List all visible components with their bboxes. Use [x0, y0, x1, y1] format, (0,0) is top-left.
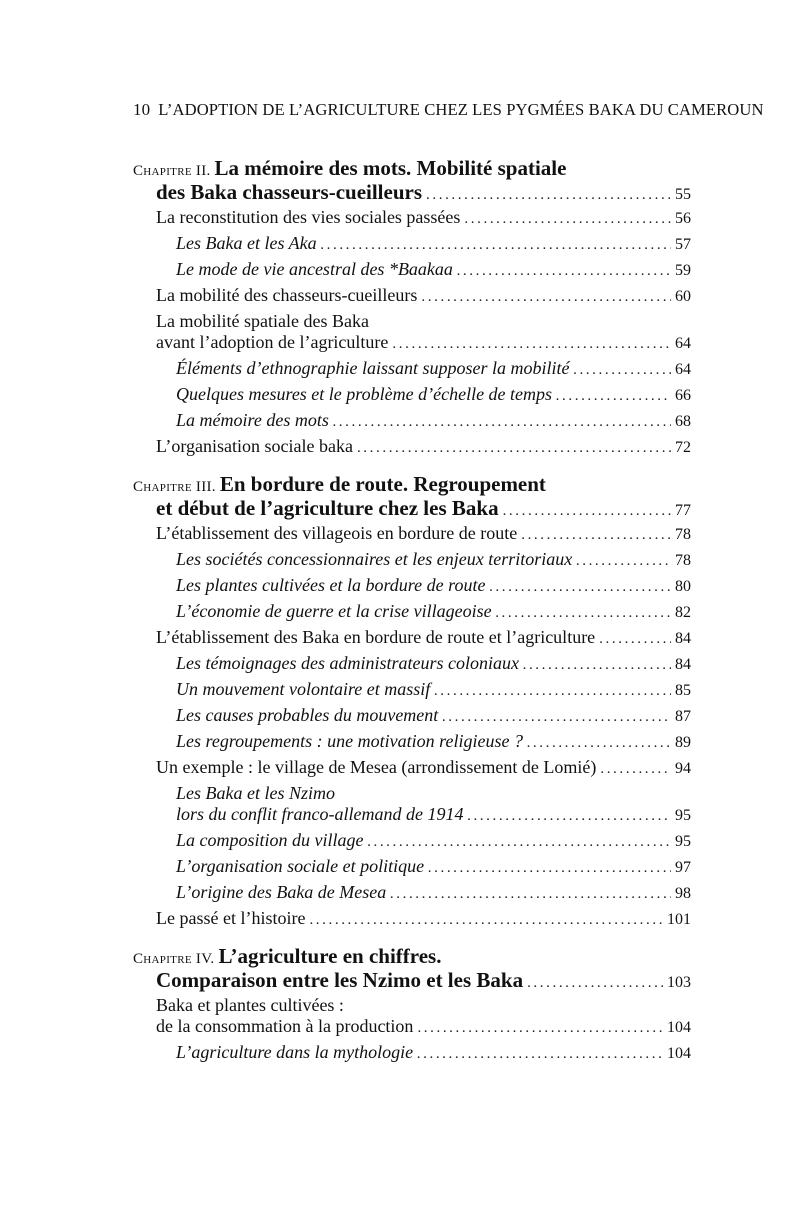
chapter-label: Chapitre II.: [133, 163, 211, 179]
entry-title: L’agriculture dans la mythologie: [176, 1042, 414, 1062]
toc-subentry[interactable]: [176, 1042, 691, 1063]
page-ref: 78: [675, 526, 691, 543]
page-ref: 56: [675, 210, 691, 227]
entry-title-line2: de la consommation à la production: [156, 1016, 414, 1036]
chapter-4-heading-line2[interactable]: [156, 968, 691, 993]
chapter-title: et début de l’agriculture chez les Baka: [156, 496, 499, 520]
page-ref: 59: [675, 262, 691, 279]
running-header: [133, 100, 764, 120]
leader-dots: [576, 553, 671, 570]
entry-title: L’économie de guerre et la crise villageoise: [176, 601, 492, 621]
toc-subentry[interactable]: [176, 679, 691, 700]
toc-subentry[interactable]: [176, 384, 691, 405]
leader-dots: [392, 336, 671, 353]
toc-subentry-line1[interactable]: [176, 783, 691, 804]
page-ref: 103: [667, 974, 691, 991]
toc-subentry[interactable]: [176, 549, 691, 570]
toc-entry[interactable]: [156, 332, 691, 353]
leader-dots: [426, 187, 671, 204]
leader-dots: [390, 886, 671, 903]
entry-title: Les plantes cultivées et la bordure de route: [176, 575, 486, 595]
page-ref: 57: [675, 236, 691, 253]
page-ref: 84: [675, 630, 691, 647]
page-ref: 101: [667, 911, 691, 928]
leader-dots: [421, 289, 671, 306]
chapter-label: Chapitre III.: [133, 479, 216, 495]
page-ref: 84: [675, 656, 691, 673]
entry-title: La composition du village: [176, 830, 364, 850]
entry-title: L’origine des Baka de Mesea: [176, 882, 387, 902]
chapter-4-heading[interactable]: [133, 944, 441, 969]
page-ref: 78: [675, 552, 691, 569]
page-ref: 89: [675, 734, 691, 751]
page-ref: 85: [675, 682, 691, 699]
leader-dots: [333, 414, 671, 431]
leader-dots: [467, 808, 671, 825]
leader-dots: [321, 237, 671, 254]
leader-dots: [457, 263, 671, 280]
entry-title-line2: lors du conflit franco-allemand de 1914: [176, 804, 464, 824]
toc-entry[interactable]: [156, 908, 691, 929]
entry-title: Les témoignages des administrateurs coloniaux: [176, 653, 519, 673]
page-ref: 64: [675, 361, 691, 378]
toc-subentry[interactable]: [176, 705, 691, 726]
entry-title: L’organisation sociale baka: [156, 436, 353, 456]
page-ref: 94: [675, 760, 691, 777]
toc-entry[interactable]: [156, 523, 691, 544]
toc-subentry[interactable]: [176, 882, 691, 903]
entry-title: Un exemple : le village de Mesea (arrondissement de Lomié): [156, 757, 597, 777]
chapter-2-heading-line2[interactable]: [156, 180, 691, 205]
entry-title: Les regroupements : une motivation religieuse ?: [176, 731, 523, 751]
chapter-title: La mémoire des mots. Mobilité spatiale: [214, 156, 567, 180]
page-ref: 60: [675, 288, 691, 305]
entry-title: La reconstitution des vies sociales passées: [156, 207, 461, 227]
page-ref: 82: [675, 604, 691, 621]
chapter-title: L’agriculture en chiffres.: [218, 944, 442, 968]
toc-subentry[interactable]: [176, 601, 691, 622]
toc-entry[interactable]: [156, 285, 691, 306]
leader-dots: [428, 860, 671, 877]
chapter-title: Comparaison entre les Nzimo et les Baka: [156, 968, 524, 992]
leader-dots: [521, 527, 671, 544]
toc-subentry[interactable]: [176, 259, 691, 280]
leader-dots: [523, 657, 671, 674]
leader-dots: [599, 631, 671, 648]
running-title: L’ADOPTION DE L’AGRICULTURE CHEZ LES PYGMÉES BAKA DU CAMEROUN: [158, 100, 764, 119]
leader-dots: [527, 975, 663, 992]
toc-subentry[interactable]: [176, 233, 691, 254]
page-ref: 68: [675, 413, 691, 430]
entry-title: La mobilité des chasseurs-cueilleurs: [156, 285, 418, 305]
leader-dots: [496, 605, 671, 622]
chapter-2-heading[interactable]: [133, 156, 566, 181]
page-ref: 64: [675, 335, 691, 352]
leader-dots: [464, 211, 671, 228]
toc-entry[interactable]: [156, 436, 691, 457]
toc-entry[interactable]: [156, 1016, 691, 1037]
toc-subentry[interactable]: [176, 856, 691, 877]
entry-title: Le mode de vie ancestral des *Baakaa: [176, 259, 453, 279]
toc-entry-line1[interactable]: [156, 311, 691, 332]
toc-subentry[interactable]: [176, 804, 691, 825]
chapter-title: En bordure de route. Regroupement: [219, 472, 546, 496]
leader-dots: [573, 362, 671, 379]
leader-dots: [368, 834, 672, 851]
leader-dots: [309, 912, 663, 929]
chapter-label: Chapitre IV.: [133, 951, 215, 967]
page-ref: 104: [667, 1045, 691, 1062]
chapter-3-heading-line2[interactable]: [156, 496, 691, 521]
leader-dots: [489, 579, 671, 596]
entry-title: Les causes probables du mouvement: [176, 705, 439, 725]
toc-subentry[interactable]: [176, 830, 691, 851]
leader-dots: [417, 1046, 663, 1063]
page-ref: 87: [675, 708, 691, 725]
leader-dots: [600, 761, 671, 778]
leader-dots: [417, 1020, 663, 1037]
entry-title: La mémoire des mots: [176, 410, 329, 430]
page-ref: 98: [675, 885, 691, 902]
leader-dots: [357, 440, 671, 457]
toc-subentry[interactable]: [176, 731, 691, 752]
toc-entry[interactable]: [156, 207, 691, 228]
leader-dots: [503, 503, 671, 520]
page-ref: 66: [675, 387, 691, 404]
page-ref: 95: [675, 833, 691, 850]
page-ref: 72: [675, 439, 691, 456]
page-number: 10: [133, 100, 151, 119]
page-ref: 80: [675, 578, 691, 595]
entry-title: Quelques mesures et le problème d’échelle de temps: [176, 384, 553, 404]
toc-subentry[interactable]: [176, 358, 691, 379]
leader-dots: [556, 388, 671, 405]
leader-dots: [442, 709, 671, 726]
toc-subentry[interactable]: [176, 575, 691, 596]
toc-subentry[interactable]: [176, 653, 691, 674]
entry-title: Baka et plantes cultivées :: [156, 995, 344, 1015]
leader-dots: [434, 683, 671, 700]
page-ref: 77: [675, 502, 691, 519]
toc-entry-line1[interactable]: [156, 995, 691, 1016]
entry-title: Un mouvement volontaire et massif: [176, 679, 431, 699]
toc-entry[interactable]: [156, 757, 691, 778]
page-ref: 97: [675, 859, 691, 876]
entry-title: Le passé et l’histoire: [156, 908, 306, 928]
entry-title: Les Baka et les Nzimo: [176, 783, 335, 803]
toc-subentry[interactable]: [176, 410, 691, 431]
toc-entry[interactable]: [156, 627, 691, 648]
chapter-title: des Baka chasseurs-cueilleurs: [156, 180, 423, 204]
page-ref: 95: [675, 807, 691, 824]
chapter-3-heading[interactable]: [133, 472, 546, 497]
entry-title: La mobilité spatiale des Baka: [156, 311, 369, 331]
leader-dots: [527, 735, 671, 752]
entry-title: Les Baka et les Aka: [176, 233, 317, 253]
entry-title: Les sociétés concessionnaires et les enjeux territoriaux: [176, 549, 573, 569]
entry-title-line2: avant l’adoption de l’agriculture: [156, 332, 389, 352]
page-ref: 55: [675, 186, 691, 203]
entry-title: L’établissement des Baka en bordure de route et l’agriculture: [156, 627, 596, 647]
page-ref: 104: [667, 1019, 691, 1036]
entry-title: L’organisation sociale et politique: [176, 856, 425, 876]
entry-title: Éléments d’ethnographie laissant supposer la mobilité: [176, 358, 570, 378]
entry-title: L’établissement des villageois en bordure de route: [156, 523, 518, 543]
